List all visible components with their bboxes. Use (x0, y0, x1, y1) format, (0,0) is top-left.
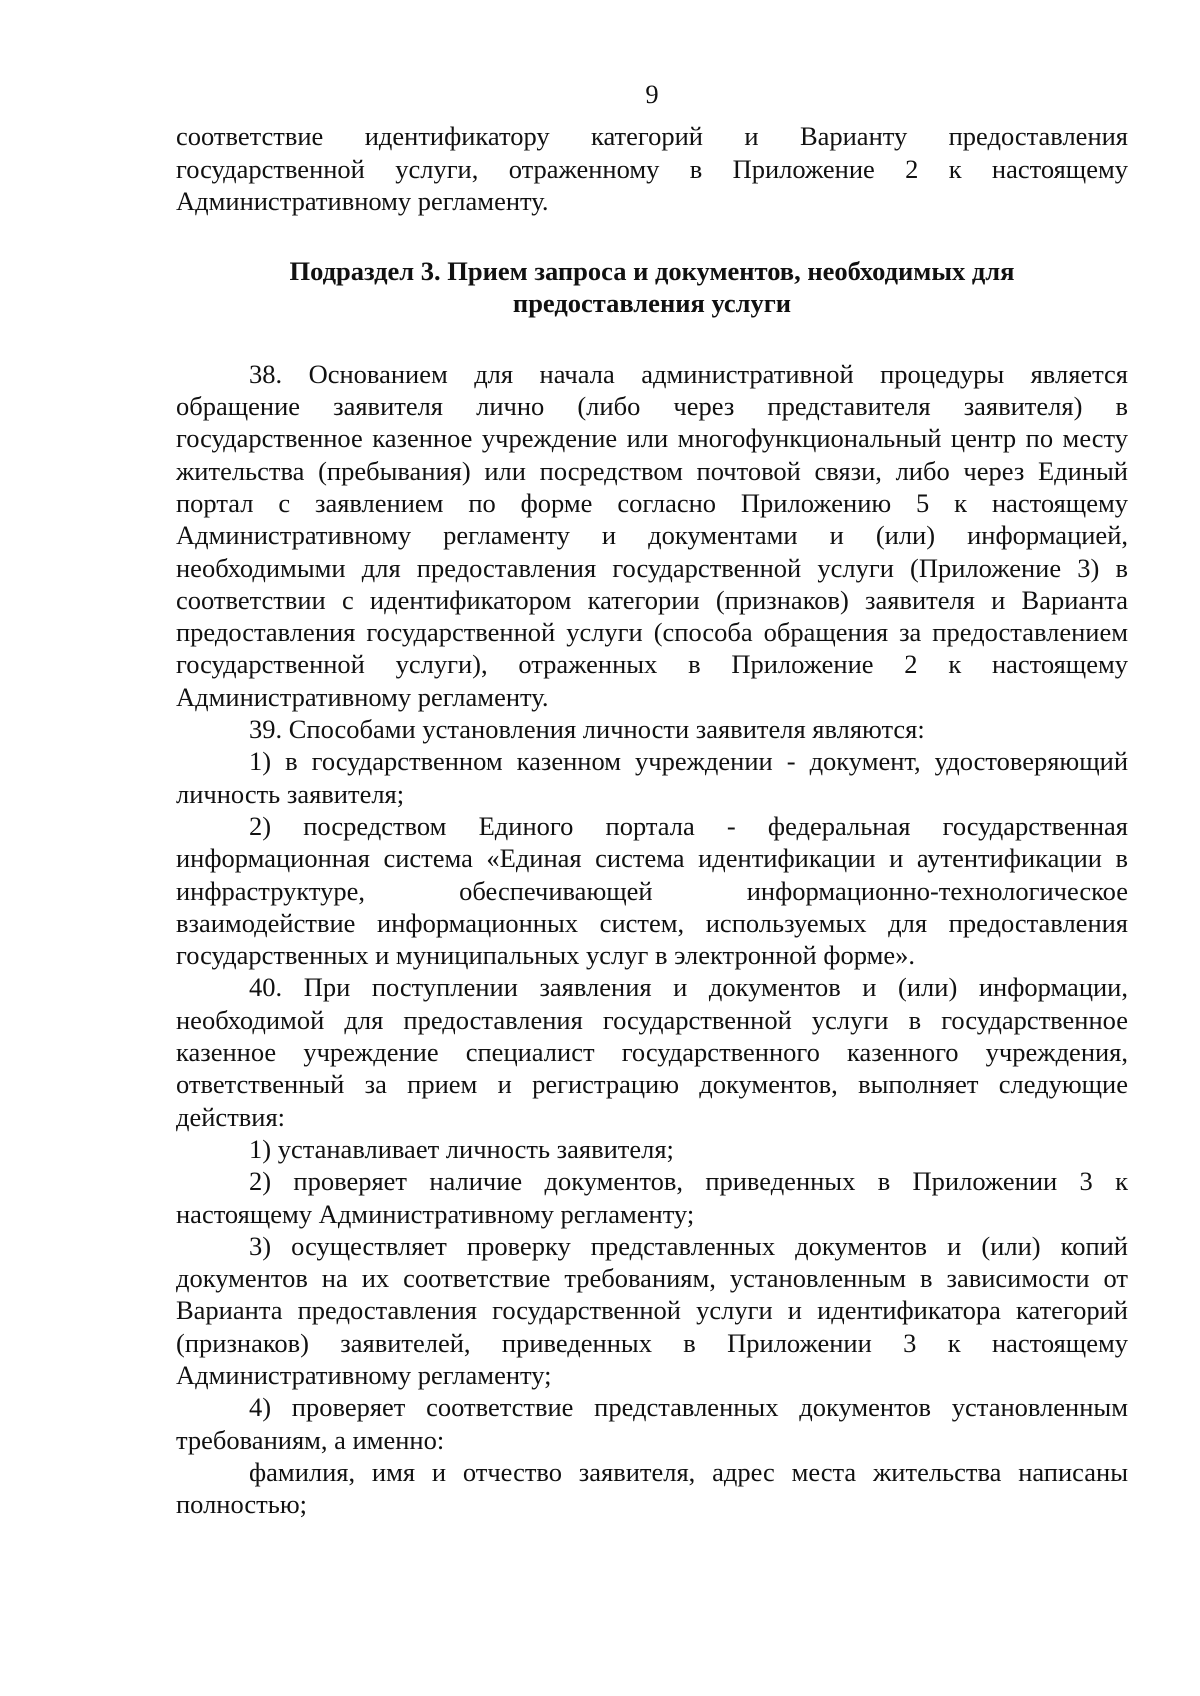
paragraph-39: 39. Способами установления личности заявителя являются: (249, 714, 925, 745)
section-heading: Подраздел 3. Прием запроса и документов, необходимых для предоставления услуги (289, 256, 1015, 319)
page-number: 9 (645, 79, 659, 109)
paragraph-38: 38. Основанием для начала административной процедуры является обращение заявителя лично (либо через представителя заявителя) в государственное казенное учреждение или многофункциональный центр по месту жительства (пребывания) или посредством почтовой связи, либо через Единый портал с заявлением по форме согласно Приложению 5 к настоящему Административному регламенту и документами и (или) информацией, необходимыми для предоставления государственной услуги (Приложение 3) в соответствии с идентификатором категории (признаков) заявителя и Варианта предоставления государственной услуги (способа обращения за предоставлением государственной услуги), отраженных в Приложение 2 к настоящему Административному регламенту. (176, 358, 1128, 712)
paragraph-40: 40. При поступлении заявления и документов и (или) информации, необходимой для предоставления государственной услуги в государственное казенное учреждение специалист государственного казенного учреждения, ответственный за прием и регистрацию документов, выполняет следующие действия: (176, 972, 1128, 1132)
paragraph-40-item-2: 2) проверяет наличие документов, приведенных в Приложении 3 к настоящему Административному регламенту; (176, 1166, 1128, 1229)
document-page (176, 78, 1128, 1520)
paragraph-40-item-4-detail: фамилия, имя и отчество заявителя, адрес места жительства написаны полностью; (176, 1456, 1128, 1520)
paragraph-40-item-3: 3) осуществляет проверку представленных документов и (или) копий документов на их соответствие требованиям, установленным в зависимости от Варианта предоставления государственной услуги и идентификатора категорий (признаков) заявителей, приведенных в Приложении 3 к настоящему Административному регламенту; (176, 1230, 1128, 1390)
paragraph-39-item-1: 1) в государственном казенном учреждении - документ, удостоверяющий личность заявителя; (176, 746, 1128, 809)
intro-paragraph: соответствие идентификатору категорий и Варианту предоставления государственной услуги, отраженному в Приложение 2 к настоящему Административному регламенту. (176, 121, 1128, 216)
paragraph-40-item-1: 1) устанавливает личность заявителя; (249, 1133, 674, 1164)
paragraph-39-item-2: 2) посредством Единого портала - федеральная государственная информационная система «Единая система идентификации и аутентификации в инфраструктуре, обеспечивающей информационно-технологическое взаимодействие информационных систем, используемых для предоставления государственных и муниципальных услуг в электронной форме». (176, 810, 1128, 971)
paragraph-40-item-4: 4) проверяет соответствие представленных документов установленным требованиям, а именно: (176, 1392, 1128, 1455)
